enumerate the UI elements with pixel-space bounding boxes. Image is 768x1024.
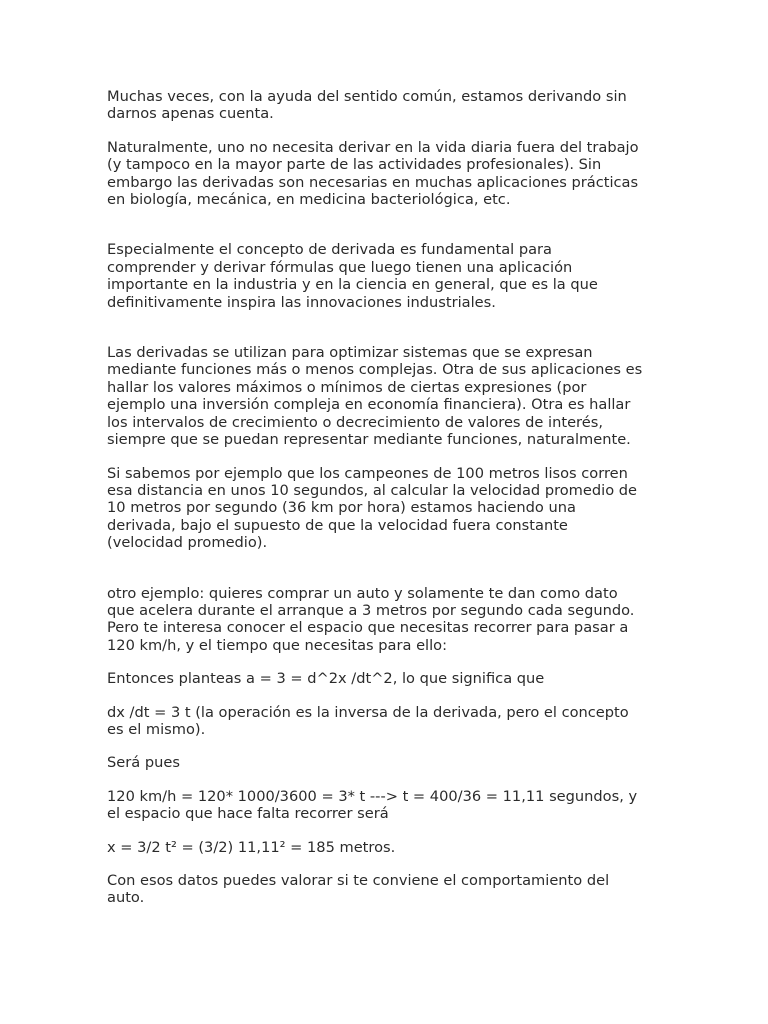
paragraph-2: Naturalmente, uno no necesita derivar en la vida diaria fuera del trabajo (y tampoco en la mayor parte de las actividades profesionales). Sin embargo las derivadas son necesarias en muchas aplicaciones prácticas en biología, mecánica, en medicina bacteriológica, etc. — [107, 138, 639, 209]
paragraph-7: Entonces planteas a = 3 = d^2x /dt^2, lo que significa que — [107, 670, 545, 688]
paragraph-3: Especialmente el concepto de derivada es fundamental para comprender y derivar fórmulas que luego tienen una aplicación importante en la industria y en la ciencia en general, que es la que definitivamente inspira las innovaciones industriales. — [107, 241, 598, 311]
paragraph-9: Será pues — [107, 754, 180, 772]
paragraph-6: otro ejemplo: quieres comprar un auto y solamente te dan como dato que acelera durante el arranque a 3 metros por segundo cada segundo. Pero te interesa conocer el espacio que necesitas recorrer para pasar a 120 km/h, y el tiempo que necesitas para ello: — [107, 584, 635, 654]
paragraph-1: Muchas veces, con la ayuda del sentido común, estamos derivando sin darnos apenas cuenta. — [107, 88, 627, 123]
paragraph-12: Con esos datos puedes valorar si te conviene el comportamiento del auto. — [107, 872, 610, 907]
document-page — [107, 88, 663, 907]
paragraph-5: Si sabemos por ejemplo que los campeones de 100 metros lisos corren esa distancia en unos 10 segundos, al calcular la velocidad promedio de 10 metros por segundo (36 km por hora) estamos haciendo una derivada, bajo el supuesto de que la velocidad fuera constante (velocidad promedio). — [107, 464, 638, 552]
paragraph-10: 120 km/h = 120* 1000/3600 = 3* t ---> t = 400/36 = 11,11 segundos, y el espacio que hace falta recorrer será — [107, 787, 638, 823]
paragraph-11: x = 3/2 t² = (3/2) 11,11² = 185 metros. — [107, 838, 396, 856]
paragraph-8: dx /dt = 3 t (la operación es la inversa de la derivada, pero el concepto es el mismo). — [107, 703, 629, 738]
paragraph-4: Las derivadas se utilizan para optimizar sistemas que se expresan mediante funciones más o menos complejas. Otra de sus aplicaciones es hallar los valores máximos o mínimos de ciertas expresiones (por ejemplo una inversión compleja en economía financiera). Otra es hallar los intervalos de crecimiento o decrecimiento de valores de interés, siempre que se puedan representar mediante funciones, naturalmente. — [107, 344, 643, 449]
